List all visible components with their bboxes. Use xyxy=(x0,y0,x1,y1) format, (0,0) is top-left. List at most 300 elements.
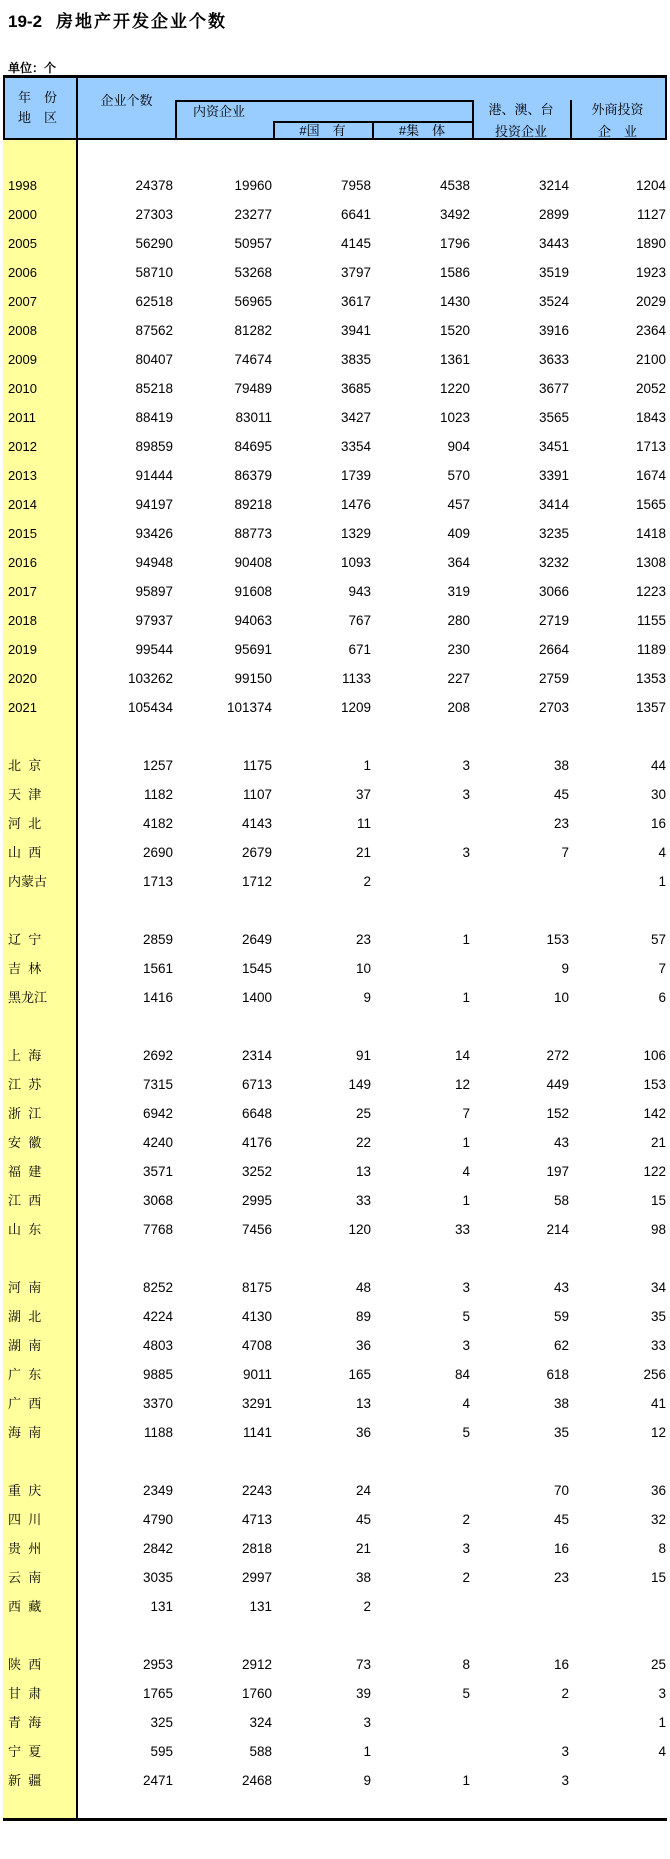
cell-value: 4224 xyxy=(142,1309,173,1324)
cell-value: 38 xyxy=(553,758,569,773)
cell-value: 8 xyxy=(658,1541,666,1556)
row-label: 2020 xyxy=(8,671,37,686)
table-row xyxy=(3,1331,667,1360)
cell-value: 74674 xyxy=(234,352,272,367)
cell-value: 2 xyxy=(462,1512,470,1527)
cell-value: 3035 xyxy=(142,1570,173,1585)
cell-value: 106 xyxy=(643,1048,666,1063)
cell-value: 1357 xyxy=(635,700,666,715)
cell-value: 4538 xyxy=(439,178,470,193)
cell-value: 409 xyxy=(447,526,470,541)
cell-value: 671 xyxy=(348,642,371,657)
cell-value: 23 xyxy=(553,816,569,831)
cell-value: 45 xyxy=(553,1512,569,1527)
cell-value: 4 xyxy=(658,1744,666,1759)
cell-value: 8 xyxy=(462,1657,470,1672)
cell-value: 1023 xyxy=(439,410,470,425)
section-gap xyxy=(3,896,667,925)
cell-value: 3235 xyxy=(538,526,569,541)
cell-value: 7 xyxy=(561,845,569,860)
cell-value: 2468 xyxy=(241,1773,272,1788)
cell-value: 1713 xyxy=(142,874,173,889)
cell-value: 3427 xyxy=(340,410,371,425)
cell-value: 1093 xyxy=(340,555,371,570)
table-row xyxy=(3,1360,667,1389)
cell-value: 7 xyxy=(462,1106,470,1121)
cell-value: 22 xyxy=(355,1135,371,1150)
cell-value: 2471 xyxy=(142,1773,173,1788)
cell-value: 1 xyxy=(462,1135,470,1150)
cell-value: 24 xyxy=(355,1483,371,1498)
cell-value: 36 xyxy=(650,1483,666,1498)
cell-value: 97937 xyxy=(135,613,173,628)
cell-value: 1 xyxy=(462,932,470,947)
cell-value: 44 xyxy=(650,758,666,773)
table-body xyxy=(3,140,667,1818)
cell-value: 1400 xyxy=(241,990,272,1005)
table-row xyxy=(3,461,667,490)
cell-value: 324 xyxy=(249,1715,272,1730)
table-row xyxy=(3,1476,667,1505)
table-row xyxy=(3,838,667,867)
cell-value: 3068 xyxy=(142,1193,173,1208)
row-label: 内蒙古 xyxy=(8,874,48,889)
table-header xyxy=(3,75,667,140)
cell-value: 943 xyxy=(348,584,371,599)
cell-value: 449 xyxy=(546,1077,569,1092)
cell-value: 1329 xyxy=(340,526,371,541)
cell-value: 15 xyxy=(650,1193,666,1208)
cell-value: 153 xyxy=(546,932,569,947)
cell-value: 3443 xyxy=(538,236,569,251)
cell-value: 23 xyxy=(553,1570,569,1585)
cell-value: 93426 xyxy=(135,526,173,541)
cell-value: 904 xyxy=(447,439,470,454)
cell-value: 3835 xyxy=(340,352,371,367)
cell-value: 19960 xyxy=(234,178,272,193)
cell-value: 1760 xyxy=(241,1686,272,1701)
cell-value: 8175 xyxy=(241,1280,272,1295)
cell-value: 2703 xyxy=(538,700,569,715)
cell-value: 618 xyxy=(546,1367,569,1382)
cell-value: 33 xyxy=(454,1222,470,1237)
row-label: 河 南 xyxy=(8,1280,42,1295)
cell-value: 2 xyxy=(363,1599,371,1614)
row-label: 吉 林 xyxy=(8,961,42,976)
column-header-total: 企业个数 xyxy=(100,93,153,108)
table-row xyxy=(3,287,667,316)
row-label: 山 西 xyxy=(8,845,42,860)
cell-value: 45 xyxy=(355,1512,371,1527)
row-label: 2021 xyxy=(8,700,37,715)
cell-value: 36 xyxy=(355,1425,371,1440)
table-number: 19-2 xyxy=(8,12,43,31)
cell-value: 2649 xyxy=(241,932,272,947)
table-row xyxy=(3,1418,667,1447)
row-label: 广 西 xyxy=(8,1396,42,1411)
cell-value: 3 xyxy=(658,1686,666,1701)
cell-value: 43 xyxy=(553,1280,569,1295)
table-row xyxy=(3,1708,667,1737)
table-row xyxy=(3,954,667,983)
cell-value: 16 xyxy=(650,816,666,831)
cell-value: 2 xyxy=(462,1570,470,1585)
row-label: 2005 xyxy=(8,236,37,251)
cell-value: 5 xyxy=(462,1425,470,1440)
row-label: 河 北 xyxy=(8,816,42,831)
table-row xyxy=(3,345,667,374)
cell-value: 12 xyxy=(650,1425,666,1440)
table-row xyxy=(3,809,667,838)
cell-value: 1418 xyxy=(635,526,666,541)
row-label: 甘 肃 xyxy=(8,1686,42,1701)
cell-value: 1155 xyxy=(636,613,666,628)
cell-value: 5 xyxy=(462,1309,470,1324)
cell-value: 2 xyxy=(561,1686,569,1701)
cell-value: 9 xyxy=(363,1773,371,1788)
cell-value: 7958 xyxy=(340,178,371,193)
row-label: 安 徽 xyxy=(8,1135,42,1150)
row-label: 北 京 xyxy=(8,758,42,773)
cell-value: 3 xyxy=(462,845,470,860)
table-row xyxy=(3,983,667,1012)
cell-value: 58710 xyxy=(135,265,173,280)
cell-value: 3232 xyxy=(538,555,569,570)
cell-value: 3524 xyxy=(538,294,569,309)
cell-value xyxy=(569,1592,666,1621)
cell-value: 153 xyxy=(643,1077,666,1092)
cell-value: 1209 xyxy=(340,700,371,715)
cell-value xyxy=(371,1592,470,1621)
cell-value: 1545 xyxy=(241,961,272,976)
cell-value: 767 xyxy=(348,613,371,628)
cell-value: 32 xyxy=(650,1512,666,1527)
section-gap xyxy=(3,1012,667,1041)
cell-value: 319 xyxy=(447,584,470,599)
cell-value: 21 xyxy=(355,1541,371,1556)
cell-value: 1 xyxy=(363,758,371,773)
cell-value: 6 xyxy=(658,990,666,1005)
cell-value xyxy=(371,1737,470,1766)
table-row xyxy=(3,1592,667,1621)
cell-value: 1713 xyxy=(635,439,666,454)
row-label: 青 海 xyxy=(8,1715,42,1730)
cell-value xyxy=(470,867,569,896)
cell-value: 43 xyxy=(553,1135,569,1150)
cell-value: 21 xyxy=(355,845,371,860)
table-row xyxy=(3,171,667,200)
cell-value: 4 xyxy=(462,1396,470,1411)
cell-value: 89218 xyxy=(234,497,272,512)
cell-value: 1520 xyxy=(439,323,470,338)
row-label: 2017 xyxy=(8,584,37,599)
cell-value: 131 xyxy=(150,1599,173,1614)
section-gap xyxy=(3,722,667,751)
table-row xyxy=(3,374,667,403)
cell-value: 3370 xyxy=(142,1396,173,1411)
cell-value: 1 xyxy=(462,990,470,1005)
cell-value: 13 xyxy=(355,1396,371,1411)
cell-value: 1674 xyxy=(635,468,666,483)
cell-value: 152 xyxy=(546,1106,569,1121)
cell-value: 230 xyxy=(447,642,470,657)
cell-value: 16 xyxy=(553,1657,569,1672)
row-label: 2014 xyxy=(8,497,37,512)
cell-value: 2664 xyxy=(538,642,569,657)
cell-value: 2759 xyxy=(538,671,569,686)
row-label: 2019 xyxy=(8,642,37,657)
cell-value: 3 xyxy=(363,1715,371,1730)
cell-value: 1 xyxy=(363,1744,371,1759)
cell-value: 1796 xyxy=(439,236,470,251)
row-label: 陕 西 xyxy=(8,1657,42,1672)
row-label: 山 东 xyxy=(8,1222,42,1237)
table-row xyxy=(3,1302,667,1331)
cell-value: 3 xyxy=(462,787,470,802)
cell-value: 3391 xyxy=(538,468,569,483)
cell-value: 1430 xyxy=(439,294,470,309)
section-gap xyxy=(3,1621,667,1650)
table-row xyxy=(3,751,667,780)
cell-value: 30 xyxy=(650,787,666,802)
cell-value: 2997 xyxy=(241,1570,272,1585)
cell-value: 3565 xyxy=(538,410,569,425)
section-gap xyxy=(3,1447,667,1476)
unit-label: 单位：个 xyxy=(8,61,57,75)
cell-value: 11 xyxy=(356,816,371,831)
row-label: 2000 xyxy=(8,207,37,222)
cell-value: 3492 xyxy=(439,207,470,222)
table-row xyxy=(3,606,667,635)
cell-value: 2899 xyxy=(538,207,569,222)
cell-value: 94063 xyxy=(234,613,272,628)
cell-value: 23277 xyxy=(234,207,272,222)
cell-value: 3633 xyxy=(538,352,569,367)
cell-value: 38 xyxy=(355,1570,371,1585)
cell-value: 34 xyxy=(650,1280,666,1295)
cell-value: 3941 xyxy=(340,323,371,338)
cell-value: 3916 xyxy=(538,323,569,338)
cell-value: 2 xyxy=(363,874,371,889)
cell-value: 45 xyxy=(553,787,569,802)
table-row xyxy=(3,490,667,519)
cell-value: 101374 xyxy=(226,700,272,715)
cell-value: 131 xyxy=(249,1599,272,1614)
row-label: 2006 xyxy=(8,265,37,280)
cell-value xyxy=(371,954,470,983)
row-label: 2015 xyxy=(8,526,37,541)
cell-value: 1188 xyxy=(143,1425,173,1440)
cell-value: 99150 xyxy=(234,671,272,686)
cell-value: 21 xyxy=(650,1135,666,1150)
cell-value: 105434 xyxy=(127,700,173,715)
cell-value: 4240 xyxy=(142,1135,173,1150)
cell-value: 99544 xyxy=(135,642,173,657)
cell-value: 57 xyxy=(650,932,666,947)
cell-value: 1133 xyxy=(341,671,371,686)
row-label: 2018 xyxy=(8,613,37,628)
row-label: 2013 xyxy=(8,468,37,483)
cell-value xyxy=(371,809,470,838)
table-row xyxy=(3,200,667,229)
cell-value: 1739 xyxy=(340,468,371,483)
row-label: 2010 xyxy=(8,381,37,396)
cell-value: 325 xyxy=(150,1715,173,1730)
table-row xyxy=(3,1650,667,1679)
cell-value: 3571 xyxy=(142,1164,173,1179)
table-row xyxy=(3,1389,667,1418)
table-row xyxy=(3,925,667,954)
row-label: 2008 xyxy=(8,323,37,338)
cell-value: 41 xyxy=(650,1396,666,1411)
cell-value: 7 xyxy=(658,961,666,976)
cell-value: 142 xyxy=(643,1106,666,1121)
table-row xyxy=(3,1505,667,1534)
row-label: 贵 州 xyxy=(8,1541,42,1556)
cell-value: 214 xyxy=(546,1222,569,1237)
cell-value: 103262 xyxy=(127,671,173,686)
cell-value: 59 xyxy=(553,1309,569,1324)
row-label: 重 庆 xyxy=(8,1483,42,1498)
table-row xyxy=(3,1041,667,1070)
row-label: 江 苏 xyxy=(8,1077,42,1092)
row-label: 2012 xyxy=(8,439,37,454)
row-label: 福 建 xyxy=(8,1164,42,1179)
row-label: 2011 xyxy=(8,410,36,425)
cell-value: 120 xyxy=(348,1222,371,1237)
table-row xyxy=(3,316,667,345)
cell-value: 1 xyxy=(462,1773,470,1788)
row-label: 辽 宁 xyxy=(8,932,42,947)
header-line-col1-divider xyxy=(76,78,78,138)
cell-value: 89 xyxy=(355,1309,371,1324)
cell-value: 2349 xyxy=(142,1483,173,1498)
table-row xyxy=(3,1186,667,1215)
cell-value: 2243 xyxy=(241,1483,272,1498)
cell-value: 94948 xyxy=(135,555,173,570)
cell-value: 2912 xyxy=(241,1657,272,1672)
cell-value: 1308 xyxy=(635,555,666,570)
cell-value: 4 xyxy=(658,845,666,860)
cell-value: 149 xyxy=(348,1077,371,1092)
table-row xyxy=(3,403,667,432)
cell-value: 2690 xyxy=(142,845,173,860)
cell-value: 8252 xyxy=(142,1280,173,1295)
corner-header-region: 地 区 xyxy=(18,110,58,125)
cell-value: 1565 xyxy=(635,497,666,512)
cell-value: 37 xyxy=(355,787,371,802)
cell-value: 1 xyxy=(658,874,666,889)
cell-value: 4713 xyxy=(241,1512,272,1527)
cell-value: 10 xyxy=(355,961,371,976)
cell-value: 4176 xyxy=(241,1135,272,1150)
cell-value: 4143 xyxy=(241,816,272,831)
cell-value: 2719 xyxy=(538,613,569,628)
cell-value: 62518 xyxy=(135,294,173,309)
cell-value: 2364 xyxy=(635,323,666,338)
cell-value: 3 xyxy=(462,1541,470,1556)
table-bottom-border xyxy=(3,1818,667,1821)
cell-value: 70 xyxy=(553,1483,569,1498)
table-row xyxy=(3,1070,667,1099)
table-row xyxy=(3,635,667,664)
table-row xyxy=(3,1215,667,1244)
cell-value: 14 xyxy=(454,1048,470,1063)
cell-value: 2692 xyxy=(142,1048,173,1063)
cell-value: 1107 xyxy=(242,787,272,802)
cell-value: 272 xyxy=(546,1048,569,1063)
row-label: 2009 xyxy=(8,352,37,367)
cell-value: 3 xyxy=(462,758,470,773)
cell-value: 3685 xyxy=(340,381,371,396)
column-header-foreign-line2: 企 业 xyxy=(597,124,637,139)
row-label: 新 疆 xyxy=(8,1773,42,1788)
cell-value: 7456 xyxy=(241,1222,272,1237)
table-title-text: 房地产开发企业个数 xyxy=(56,12,228,31)
cell-value: 1220 xyxy=(439,381,470,396)
cell-value: 4803 xyxy=(142,1338,173,1353)
cell-value: 80407 xyxy=(135,352,173,367)
cell-value: 1923 xyxy=(635,265,666,280)
cell-value: 280 xyxy=(447,613,470,628)
cell-value: 24378 xyxy=(135,178,173,193)
cell-value: 2679 xyxy=(241,845,272,860)
cell-value xyxy=(470,1708,569,1737)
cell-value: 3066 xyxy=(538,584,569,599)
column-header-state-owned: #国 有 xyxy=(299,123,346,138)
cell-value: 13 xyxy=(355,1164,371,1179)
cell-value: 3451 xyxy=(538,439,569,454)
table-row xyxy=(3,258,667,287)
table-row xyxy=(3,519,667,548)
cell-value: 35 xyxy=(650,1309,666,1324)
cell-value: 208 xyxy=(447,700,470,715)
cell-value: 39 xyxy=(355,1686,371,1701)
cell-value: 3617 xyxy=(340,294,371,309)
cell-value: 89859 xyxy=(135,439,173,454)
row-label: 2007 xyxy=(8,294,37,309)
row-label: 宁 夏 xyxy=(8,1744,42,1759)
cell-value: 2100 xyxy=(635,352,666,367)
cell-value: 1189 xyxy=(636,642,666,657)
row-label: 四 川 xyxy=(8,1512,42,1527)
row-label: 1998 xyxy=(8,178,37,193)
cell-value: 2995 xyxy=(241,1193,272,1208)
cell-value: 9011 xyxy=(242,1367,272,1382)
table-row xyxy=(3,1679,667,1708)
row-label: 云 南 xyxy=(8,1570,42,1585)
cell-value: 3519 xyxy=(538,265,569,280)
table-row xyxy=(3,780,667,809)
cell-value: 91444 xyxy=(135,468,173,483)
corner-header-year: 年 份 xyxy=(18,90,58,105)
table-row xyxy=(3,1737,667,1766)
cell-value: 9 xyxy=(363,990,371,1005)
cell-value: 91608 xyxy=(234,584,272,599)
table-row xyxy=(3,1766,667,1795)
row-label: 西 藏 xyxy=(8,1599,42,1614)
cell-value: 4 xyxy=(462,1164,470,1179)
cell-value: 1182 xyxy=(143,787,173,802)
cell-value: 3 xyxy=(561,1773,569,1788)
table-row xyxy=(3,1273,667,1302)
table-row xyxy=(3,229,667,258)
cell-value: 84695 xyxy=(234,439,272,454)
header-line-domestic-left xyxy=(175,100,177,138)
cell-value: 62 xyxy=(553,1338,569,1353)
cell-value: 1765 xyxy=(142,1686,173,1701)
cell-value: 23 xyxy=(355,932,371,947)
